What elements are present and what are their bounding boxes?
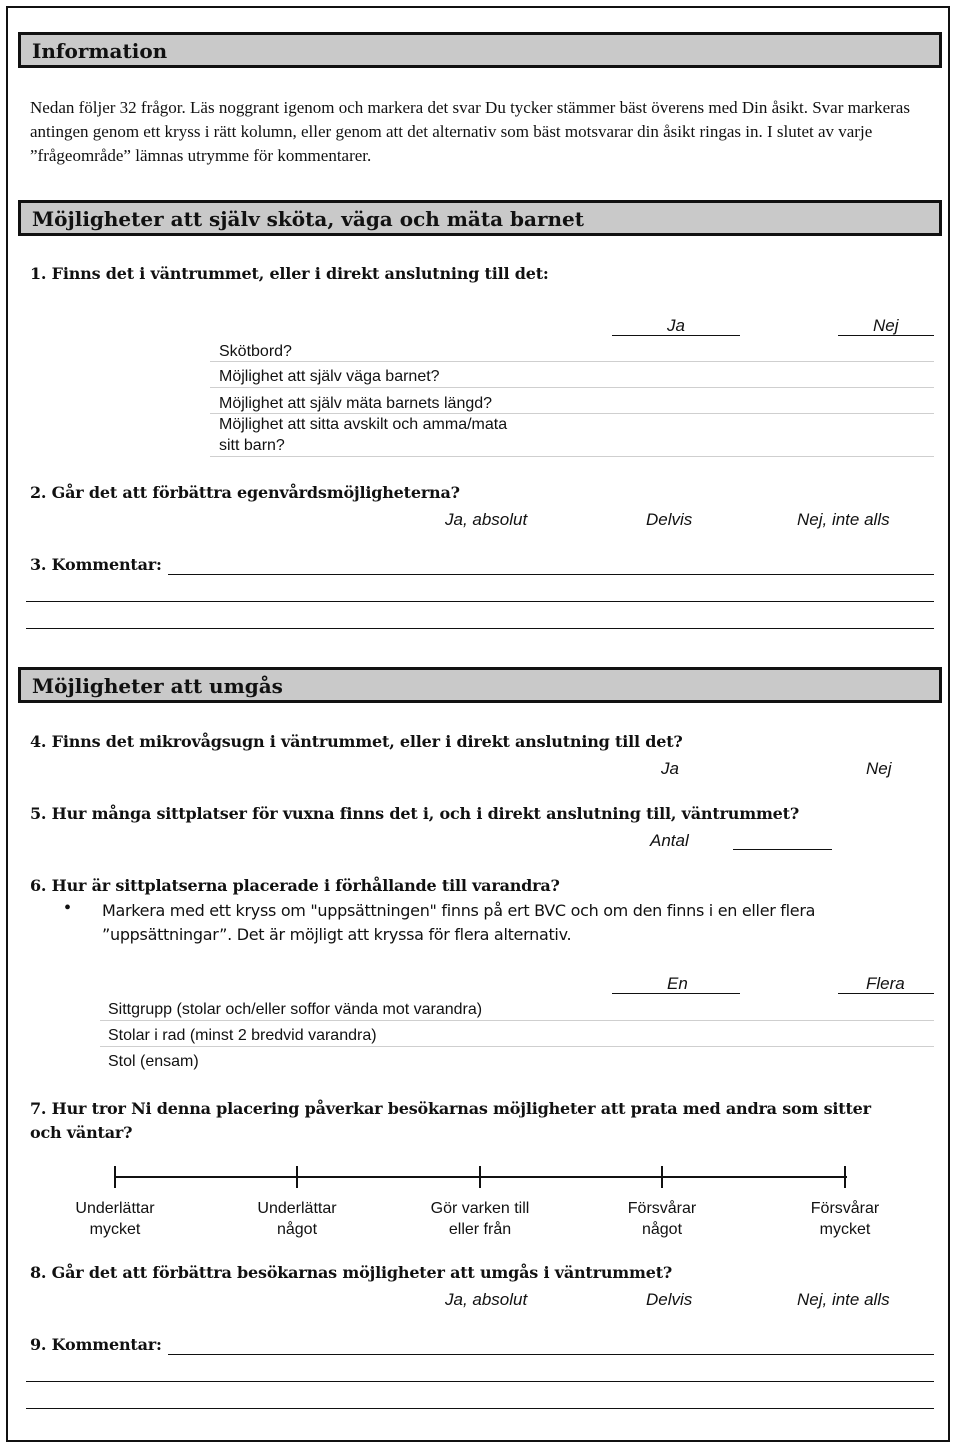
row-divider — [210, 456, 934, 457]
scale-label-line: Underlättar — [257, 1200, 337, 1217]
scale-label-line: eller från — [448, 1221, 512, 1238]
q6-row-in-line: Stolar i rad (minst 2 bredvid varandra) — [108, 1027, 377, 1044]
q1-row-changing-table: Skötbord? — [219, 343, 292, 360]
row-divider — [100, 1020, 934, 1021]
column-yes: Ja — [667, 316, 685, 335]
section-header-care — [18, 200, 942, 236]
scale-tick[interactable] — [844, 1166, 846, 1188]
bullet-icon: • — [64, 897, 72, 919]
question-4: 4. Finns det mikrovågsugn i väntrummet, eller i direkt anslutning till det? — [30, 732, 683, 751]
q2-option-yes[interactable]: Ja, absolut — [445, 510, 528, 529]
question-7: 7. Hur tror Ni denna placering påverkar besökarnas möjligheter att prata med andra som sitter — [30, 1099, 871, 1118]
q6-instruction-line2: ”uppsättningar”. Det är möjligt att kryssa för flera alternativ. — [102, 925, 572, 944]
q5-count-input-line[interactable] — [733, 849, 832, 850]
section-header-socialize — [18, 667, 942, 703]
q8-option-yes[interactable]: Ja, absolut — [445, 1290, 528, 1309]
question-6: 6. Hur är sittplatserna placerade i förhållande till varandra? — [30, 876, 560, 895]
comment-line[interactable] — [26, 1408, 934, 1409]
row-divider — [210, 387, 934, 388]
q8-option-no[interactable]: Nej, inte alls — [797, 1290, 890, 1309]
q1-row-measure: Möjlighet att själv mäta barnets längd? — [219, 395, 493, 412]
section-title: Möjligheter att umgås — [32, 674, 283, 698]
row-divider — [100, 1046, 934, 1047]
comment-line[interactable] — [26, 601, 934, 602]
q4-option-no[interactable]: Nej — [866, 759, 892, 778]
section-header-information — [18, 32, 942, 68]
question-8: 8. Går det att förbättra besökarnas möjligheter att umgås i väntrummet? — [30, 1263, 673, 1282]
question-5: 5. Hur många sittplatser för vuxna finns det i, och i direkt anslutning till, väntrummet? — [30, 804, 800, 823]
question-7-line2: och väntar? — [30, 1123, 133, 1142]
q4-option-yes[interactable]: Ja — [661, 759, 679, 778]
column-no: Nej — [873, 316, 899, 335]
q2-option-no[interactable]: Nej, inte alls — [797, 510, 890, 529]
scale-label-3 — [410, 1198, 550, 1240]
scale-label-line: mycket — [89, 1221, 141, 1238]
q6-instruction: Markera med ett kryss om "uppsättningen" finns på ert BVC och om den finns i en eller flera — [102, 901, 816, 920]
section-title: Information — [32, 39, 168, 63]
q1-row-nurse-line2: sitt barn? — [219, 437, 285, 454]
column-one-underline — [612, 993, 740, 994]
q8-option-partly[interactable]: Delvis — [646, 1290, 693, 1309]
column-yes-underline — [612, 335, 740, 336]
column-many-underline — [838, 993, 934, 994]
scale-label-line: något — [641, 1221, 683, 1238]
scale-line — [115, 1176, 847, 1178]
scale-label-line: Försvårar — [627, 1200, 697, 1217]
comment-line[interactable] — [26, 628, 934, 629]
scale-tick[interactable] — [479, 1166, 481, 1188]
scale-label-line: Underlättar — [75, 1200, 155, 1217]
scale-label-line: mycket — [819, 1221, 871, 1238]
question-1: 1. Finns det i väntrummet, eller i direkt anslutning till det: — [30, 264, 549, 283]
scale-label-line: Försvårar — [810, 1200, 880, 1217]
question-9: 9. Kommentar: — [30, 1335, 162, 1354]
scale-label-2 — [227, 1198, 367, 1240]
row-divider — [210, 361, 934, 362]
column-many: Flera — [866, 974, 905, 993]
q5-count-label: Antal — [650, 831, 689, 850]
scale-label-line: Gör varken till — [430, 1200, 530, 1217]
q1-row-weigh: Möjlighet att själv väga barnet? — [219, 368, 440, 385]
q6-row-group: Sittgrupp (stolar och/eller soffor vända mot varandra) — [108, 1001, 483, 1018]
scale-label-1 — [45, 1198, 185, 1240]
q1-row-nurse-line1: Möjlighet att sitta avskilt och amma/mata — [219, 416, 508, 433]
question-2: 2. Går det att förbättra egenvårdsmöjligheterna? — [30, 483, 460, 502]
intro-text: Nedan följer 32 frågor. Läs noggrant igenom och markera det svar Du tycker stämmer bäst överens med Din åsikt. Svar markeras antingen genom ett kryss i rätt kolumn, eller genom att det alternativ som bäst motsvarar din åsikt ringas in. I slutet av varje ”frågeområde” lämnas utrymme för kommentarer. — [30, 98, 910, 165]
scale-tick[interactable] — [661, 1166, 663, 1188]
scale-tick[interactable] — [114, 1166, 116, 1188]
scale-tick[interactable] — [296, 1166, 298, 1188]
row-divider — [210, 413, 934, 414]
q6-row-single: Stol (ensam) — [108, 1053, 199, 1070]
scale-label-4 — [592, 1198, 732, 1240]
section-title: Möjligheter att själv sköta, väga och mäta barnet — [32, 207, 585, 231]
comment-line[interactable] — [168, 574, 934, 575]
q2-option-partly[interactable]: Delvis — [646, 510, 693, 529]
comment-line[interactable] — [168, 1354, 934, 1355]
column-no-underline — [838, 335, 934, 336]
column-one: En — [667, 974, 688, 993]
scale-label-5 — [775, 1198, 915, 1240]
comment-line[interactable] — [26, 1381, 934, 1382]
question-3: 3. Kommentar: — [30, 555, 162, 574]
scale-label-line: något — [276, 1221, 318, 1238]
